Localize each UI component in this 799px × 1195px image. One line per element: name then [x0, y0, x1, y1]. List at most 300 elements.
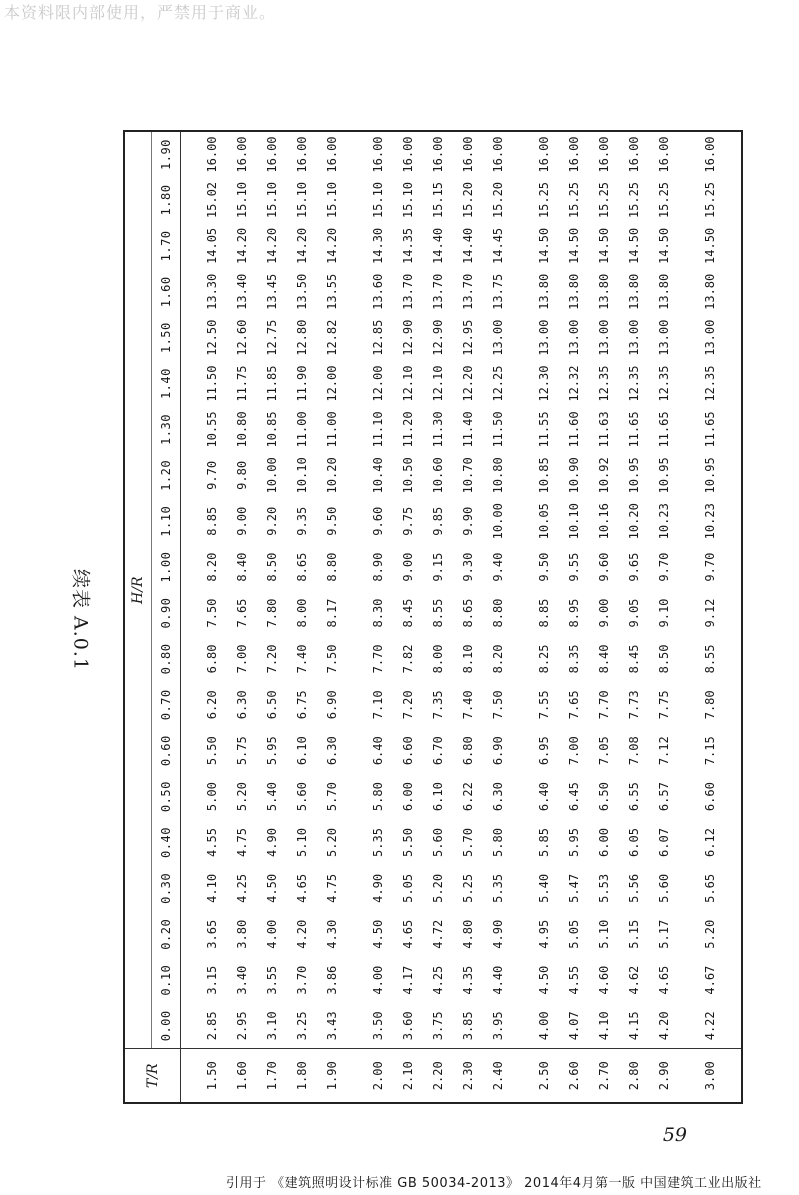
column-header: 0.70 — [152, 682, 181, 728]
table-cell: 15.10 — [265, 181, 279, 219]
table-cell: 3.65 — [205, 919, 219, 949]
spacer-cell — [513, 1049, 529, 1103]
spacer-cell — [725, 131, 742, 1049]
table-cell: 13.75 — [491, 273, 505, 310]
table-cell: 4.20 — [295, 919, 309, 949]
table-cell: 6.60 — [703, 782, 717, 812]
table-cell: 14.50 — [537, 227, 551, 264]
tr-value-cell: 1.70 — [257, 1049, 287, 1103]
table-cell: 10.23 — [703, 503, 717, 540]
table-cell: 5.95 — [567, 828, 581, 857]
table-cell: 5.56 — [627, 873, 641, 903]
table-cell: 10.80 — [235, 411, 249, 448]
table-cell: 13.40 — [235, 273, 249, 310]
table-cell: 7.00 — [567, 736, 581, 766]
table-container — [123, 128, 799, 1091]
column-header: 0.80 — [152, 636, 181, 682]
table-cell: 6.00 — [597, 828, 611, 857]
table-cell: 4.67 — [703, 965, 717, 995]
table-cell: 9.00 — [401, 552, 415, 582]
table-cell: 16.00 — [567, 136, 581, 173]
table-cell: 5.35 — [491, 873, 505, 903]
table-cell: 9.35 — [295, 506, 309, 536]
table-cell: 14.40 — [431, 227, 445, 264]
table-cell: 12.35 — [627, 365, 641, 402]
table-cell: 3.43 — [325, 1011, 339, 1041]
tr-value-cell: 2.80 — [619, 1049, 649, 1103]
table-cell: 10.10 — [567, 503, 581, 540]
table-cell: 2.95 — [235, 1011, 249, 1041]
table-cell: 8.45 — [627, 644, 641, 674]
column-header: 1.60 — [152, 269, 181, 315]
table-cell: 15.10 — [401, 181, 415, 219]
tr-value-cell: 1.80 — [287, 1049, 317, 1103]
table-cell: 7.55 — [537, 690, 551, 720]
table-cell: 14.50 — [657, 227, 671, 264]
table-cell: 11.50 — [491, 411, 505, 448]
table-cell: 7.15 — [703, 736, 717, 766]
table-cell: 13.70 — [461, 273, 475, 310]
table-cell: 8.20 — [205, 552, 219, 582]
table-cell: 7.73 — [627, 690, 641, 720]
table-cell: 5.10 — [597, 919, 611, 949]
table-cell: 11.65 — [657, 411, 671, 448]
table-cell: 14.45 — [491, 227, 505, 264]
table-cell: 6.50 — [265, 690, 279, 720]
table-cell: 9.00 — [597, 598, 611, 628]
table-cell: 5.80 — [491, 828, 505, 857]
table-cell: 4.65 — [295, 873, 309, 903]
table-cell: 4.65 — [657, 965, 671, 995]
tr-value-cell: 1.90 — [317, 1049, 347, 1103]
spacer-cell — [679, 1049, 695, 1103]
table-cell: 15.25 — [657, 181, 671, 219]
table-cell: 11.20 — [401, 411, 415, 448]
table-cell: 8.80 — [491, 598, 505, 628]
table-row — [529, 131, 559, 1103]
table-cell: 14.20 — [295, 227, 309, 264]
table-cell: 5.40 — [265, 782, 279, 812]
table-cell: 12.60 — [235, 319, 249, 356]
table-row — [257, 131, 287, 1103]
table-cell: 13.45 — [265, 273, 279, 310]
table-cell: 8.95 — [567, 598, 581, 628]
table-cell: 16.00 — [235, 136, 249, 173]
table-cell: 15.25 — [703, 181, 717, 219]
table-cell: 8.35 — [567, 644, 581, 674]
table-cell: 13.55 — [325, 273, 339, 310]
column-header: 0.50 — [152, 774, 181, 820]
tr-value-cell: 2.50 — [529, 1049, 559, 1103]
table-cell: 5.05 — [401, 873, 415, 903]
table-cell: 5.60 — [657, 873, 671, 903]
table-cell: 16.00 — [205, 136, 219, 173]
table-cell: 8.85 — [537, 598, 551, 628]
table-row — [589, 131, 619, 1103]
table-cell: 10.23 — [657, 503, 671, 540]
tr-value-cell: 2.90 — [649, 1049, 679, 1103]
spacer-cell — [181, 1049, 198, 1103]
table-cell: 10.00 — [491, 503, 505, 540]
table-cell: 7.70 — [371, 644, 385, 674]
column-header: 1.30 — [152, 407, 181, 453]
table-row — [453, 131, 483, 1103]
table-cell: 10.55 — [205, 411, 219, 448]
table-cell: 8.40 — [235, 552, 249, 582]
table-cell: 7.08 — [627, 736, 641, 766]
table-cell: 9.80 — [235, 460, 249, 490]
table-cell: 3.80 — [235, 919, 249, 949]
table-cell: 11.50 — [205, 365, 219, 402]
table-row — [363, 131, 393, 1103]
table-cell: 10.16 — [597, 503, 611, 540]
table-cell: 6.20 — [205, 690, 219, 720]
table-cell: 4.25 — [235, 873, 249, 903]
table-cell: 7.12 — [657, 736, 671, 766]
table-cell: 8.00 — [295, 598, 309, 628]
table-cell: 4.95 — [537, 919, 551, 949]
column-header: 0.40 — [152, 820, 181, 866]
table-cell: 15.20 — [461, 181, 475, 219]
table-cell: 6.10 — [295, 736, 309, 766]
table-cell: 5.40 — [537, 873, 551, 903]
table-cell: 12.95 — [461, 319, 475, 356]
hr-header: H/R — [124, 131, 152, 1049]
table-cell: 9.90 — [461, 506, 475, 536]
table-cell: 7.35 — [431, 690, 445, 720]
table-cell: 10.70 — [461, 457, 475, 494]
table-cell: 12.90 — [401, 319, 415, 356]
column-header: 1.50 — [152, 315, 181, 361]
table-cell: 4.50 — [265, 873, 279, 903]
table-cell: 4.40 — [491, 965, 505, 995]
table-cell: 13.00 — [703, 319, 717, 356]
table-cell: 14.40 — [461, 227, 475, 264]
table-cell: 15.25 — [537, 181, 551, 219]
table-cell: 10.95 — [657, 457, 671, 494]
table-cell: 5.10 — [295, 828, 309, 857]
table-cell: 6.12 — [703, 828, 717, 857]
table-row — [423, 131, 453, 1103]
spacer-cell — [347, 131, 363, 1049]
table-cell: 16.00 — [491, 136, 505, 173]
table-cell: 12.10 — [401, 365, 415, 402]
table-cell: 13.00 — [597, 319, 611, 356]
table-cell: 7.50 — [491, 690, 505, 720]
table-cell: 4.50 — [537, 965, 551, 995]
table-cell: 9.85 — [431, 506, 445, 536]
table-cell: 10.85 — [537, 457, 551, 494]
table-cell: 7.65 — [235, 598, 249, 628]
table-cell: 12.25 — [491, 365, 505, 402]
column-header: 0.00 — [152, 1003, 181, 1049]
table-cell: 4.25 — [431, 965, 445, 995]
table-cell: 5.47 — [567, 873, 581, 903]
table-cell: 15.20 — [491, 181, 505, 219]
tr-value-cell: 2.00 — [363, 1049, 393, 1103]
citation-footer: 引用于 《建筑照明设计标准 GB 50034-2013》 2014年4月第一版 中国建筑工业出版社 — [226, 1176, 762, 1191]
table-cell: 7.50 — [325, 644, 339, 674]
table-cell: 5.00 — [205, 782, 219, 812]
table-cell: 5.25 — [461, 873, 475, 903]
table-cell: 4.22 — [703, 1011, 717, 1041]
table-cell: 12.35 — [703, 365, 717, 402]
table-cell: 5.35 — [371, 828, 385, 857]
table-cell: 13.80 — [627, 273, 641, 310]
table-cell: 8.17 — [325, 598, 339, 628]
table-cell: 11.60 — [567, 411, 581, 448]
table-cell: 11.75 — [235, 365, 249, 402]
table-cell: 8.40 — [597, 644, 611, 674]
table-cell: 9.60 — [371, 506, 385, 536]
table-cell: 4.00 — [537, 1011, 551, 1041]
table-cell: 12.00 — [325, 365, 339, 402]
table-cell: 14.20 — [325, 227, 339, 264]
table-cell: 14.50 — [703, 227, 717, 264]
table-cell: 4.75 — [235, 828, 249, 857]
table-cell: 14.05 — [205, 227, 219, 264]
coefficient-table — [123, 130, 743, 1104]
table-cell: 9.15 — [431, 552, 445, 582]
table-cell: 13.00 — [627, 319, 641, 356]
table-cell: 5.17 — [657, 919, 671, 949]
table-cell: 15.25 — [627, 181, 641, 219]
table-row — [649, 131, 679, 1103]
table-cell: 4.55 — [567, 965, 581, 995]
table-cell: 8.65 — [295, 552, 309, 582]
table-cell: 10.10 — [295, 457, 309, 494]
table-cell: 13.00 — [537, 319, 551, 356]
table-cell: 13.80 — [537, 273, 551, 310]
table-cell: 5.60 — [295, 782, 309, 812]
table-cell: 4.35 — [461, 965, 475, 995]
table-cell: 6.70 — [431, 736, 445, 766]
table-cell: 15.15 — [431, 181, 445, 219]
column-header: 1.70 — [152, 223, 181, 269]
table-cell: 12.90 — [431, 319, 445, 356]
table-cell: 6.45 — [567, 782, 581, 812]
column-header: 0.60 — [152, 728, 181, 774]
table-cell: 10.80 — [491, 457, 505, 494]
table-cell: 12.30 — [537, 365, 551, 402]
table-cell: 8.65 — [461, 598, 475, 628]
tr-value-cell: 2.20 — [423, 1049, 453, 1103]
table-cell: 10.92 — [597, 457, 611, 494]
table-cell: 15.10 — [235, 181, 249, 219]
table-cell: 5.75 — [235, 736, 249, 766]
table-cell: 7.05 — [597, 736, 611, 766]
table-cell: 7.20 — [265, 644, 279, 674]
table-cell: 10.05 — [537, 503, 551, 540]
column-header: 1.90 — [152, 131, 181, 177]
table-cell: 5.15 — [627, 919, 641, 949]
table-cell: 7.10 — [371, 690, 385, 720]
table-cell: 16.00 — [703, 136, 717, 173]
table-cell: 8.30 — [371, 598, 385, 628]
table-cell: 10.90 — [567, 457, 581, 494]
spacer-cell — [679, 131, 695, 1049]
spacer-cell — [347, 1049, 363, 1103]
table-cell: 9.00 — [235, 506, 249, 536]
rotated-table-wrapper — [123, 130, 717, 1104]
table-cell: 7.80 — [265, 598, 279, 628]
table-cell: 2.85 — [205, 1011, 219, 1041]
table-cell: 6.95 — [537, 736, 551, 766]
table-cell: 16.00 — [295, 136, 309, 173]
table-cell: 6.00 — [401, 782, 415, 812]
table-cell: 8.00 — [431, 644, 445, 674]
table-cell: 4.07 — [567, 1011, 581, 1041]
table-cell: 8.20 — [491, 644, 505, 674]
column-header: 1.10 — [152, 498, 181, 544]
table-cell: 4.65 — [401, 919, 415, 949]
page-number: 59 — [662, 1124, 687, 1146]
table-cell: 6.22 — [461, 782, 475, 812]
table-cell: 9.05 — [627, 598, 641, 628]
table-cell: 6.90 — [325, 690, 339, 720]
table-cell: 5.50 — [401, 828, 415, 857]
table-cell: 10.40 — [371, 457, 385, 494]
table-cell: 4.72 — [431, 919, 445, 949]
table-cell: 4.75 — [325, 873, 339, 903]
table-row — [483, 131, 513, 1103]
table-cell: 6.80 — [461, 736, 475, 766]
tr-value-cell: 2.70 — [589, 1049, 619, 1103]
table-cell: 5.70 — [325, 782, 339, 812]
table-cell: 11.55 — [537, 411, 551, 448]
table-cell: 6.30 — [235, 690, 249, 720]
table-cell: 12.20 — [461, 365, 475, 402]
table-cell: 13.80 — [703, 273, 717, 310]
table-cell: 3.15 — [205, 965, 219, 995]
table-cell: 11.00 — [325, 411, 339, 448]
table-cell: 4.00 — [265, 919, 279, 949]
table-cell: 5.85 — [537, 828, 551, 857]
table-cell: 15.25 — [567, 181, 581, 219]
table-cell: 6.57 — [657, 782, 671, 812]
tr-value-cell: 3.00 — [695, 1049, 725, 1103]
table-cell: 8.50 — [657, 644, 671, 674]
table-cell: 3.50 — [371, 1011, 385, 1041]
tr-value-cell: 2.40 — [483, 1049, 513, 1103]
tr-header: T/R — [124, 1049, 181, 1103]
spacer-cell — [513, 131, 529, 1049]
table-cell: 8.55 — [431, 598, 445, 628]
table-cell: 8.25 — [537, 644, 551, 674]
table-cell: 14.30 — [371, 227, 385, 264]
table-cell: 8.10 — [461, 644, 475, 674]
table-cell: 5.65 — [703, 873, 717, 903]
column-header: 1.00 — [152, 544, 181, 590]
table-cell: 16.00 — [401, 136, 415, 173]
column-header: 1.20 — [152, 452, 181, 498]
table-cell: 4.00 — [371, 965, 385, 995]
table-cell: 9.70 — [205, 460, 219, 490]
table-cell: 15.10 — [325, 181, 339, 219]
table-cell: 11.00 — [295, 411, 309, 448]
table-cell: 16.00 — [597, 136, 611, 173]
table-cell: 5.20 — [703, 919, 717, 949]
table-cell: 8.90 — [371, 552, 385, 582]
column-header: 1.80 — [152, 177, 181, 223]
spacer-cell — [725, 1049, 742, 1103]
table-cell: 5.05 — [567, 919, 581, 949]
column-header: 0.30 — [152, 865, 181, 911]
table-cell: 10.95 — [627, 457, 641, 494]
watermark-text: 本资料限内部使用，严禁用于商业。 — [4, 3, 277, 22]
table-cell: 3.10 — [265, 1011, 279, 1041]
table-cell: 11.10 — [371, 411, 385, 448]
table-cell: 6.50 — [597, 782, 611, 812]
table-cell: 7.20 — [401, 690, 415, 720]
table-cell: 5.53 — [597, 873, 611, 903]
table-cell: 3.40 — [235, 965, 249, 995]
table-cell: 7.40 — [461, 690, 475, 720]
table-cell: 4.90 — [371, 873, 385, 903]
table-cell: 13.00 — [491, 319, 505, 356]
table-cell: 5.80 — [371, 782, 385, 812]
spacer-cell — [181, 131, 198, 1049]
table-cell: 3.55 — [265, 965, 279, 995]
table-cell: 3.25 — [295, 1011, 309, 1041]
table-cell: 5.70 — [461, 828, 475, 857]
table-cell: 11.65 — [703, 411, 717, 448]
table-cell: 11.40 — [461, 411, 475, 448]
table-cell: 6.40 — [537, 782, 551, 812]
table-cell: 7.00 — [235, 644, 249, 674]
table-cell: 6.07 — [657, 828, 671, 857]
table-cell: 9.50 — [325, 506, 339, 536]
table-cell: 8.55 — [703, 644, 717, 674]
table-cell: 13.80 — [597, 273, 611, 310]
table-cell: 6.05 — [627, 828, 641, 857]
column-header: 0.20 — [152, 911, 181, 957]
table-cell: 12.75 — [265, 319, 279, 356]
tr-value-cell: 1.60 — [227, 1049, 257, 1103]
table-cell: 7.65 — [567, 690, 581, 720]
tr-value-cell: 1.50 — [197, 1049, 227, 1103]
table-cell: 12.00 — [371, 365, 385, 402]
table-cell: 16.00 — [371, 136, 385, 173]
table-cell: 11.65 — [627, 411, 641, 448]
tr-value-cell: 2.60 — [559, 1049, 589, 1103]
table-cell: 9.55 — [567, 552, 581, 582]
table-cell: 9.75 — [401, 506, 415, 536]
table-row — [695, 131, 725, 1103]
table-cell: 12.50 — [205, 319, 219, 356]
table-cell: 12.35 — [657, 365, 671, 402]
table-cell: 14.20 — [235, 227, 249, 264]
table-cell: 4.30 — [325, 919, 339, 949]
table-cell: 16.00 — [325, 136, 339, 173]
table-cell: 6.60 — [401, 736, 415, 766]
table-cell: 15.10 — [295, 181, 309, 219]
table-cell: 9.65 — [627, 552, 641, 582]
table-cell: 9.20 — [265, 506, 279, 536]
table-row — [287, 131, 317, 1103]
table-cell: 6.90 — [491, 736, 505, 766]
table-cell: 10.20 — [627, 503, 641, 540]
table-cell: 3.85 — [461, 1011, 475, 1041]
table-cell: 4.55 — [205, 828, 219, 857]
table-cell: 16.00 — [461, 136, 475, 173]
table-cell: 3.95 — [491, 1011, 505, 1041]
table-cell: 16.00 — [265, 136, 279, 173]
table-cell: 12.32 — [567, 365, 581, 402]
table-cell: 6.75 — [295, 690, 309, 720]
table-cell: 4.17 — [401, 965, 415, 995]
table-cell: 7.50 — [205, 598, 219, 628]
